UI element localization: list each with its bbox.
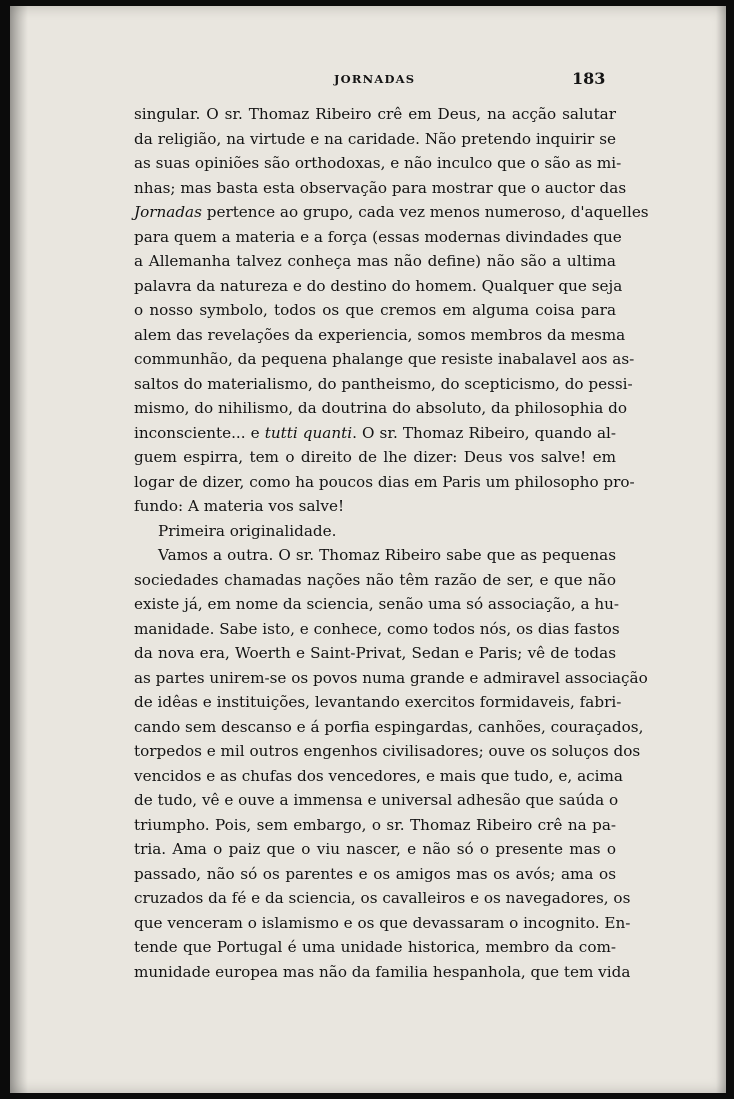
- text-line: [134, 421, 616, 446]
- text-line: palavra da natureza e do destino do homem. Qualquer que seja: [134, 276, 623, 295]
- text-line: Vamos a outra. O sr. Thomaz Ribeiro sabe que as pequenas: [158, 546, 616, 564]
- text-fragment: pertence ao grupo, cada vez menos numeroso, d'aquelles: [201, 203, 649, 221]
- text-line: alem das revelações da experiencia, somos membros da mesma: [134, 325, 626, 344]
- text-line: existe já, em nome da sciencia, senão uma só associação, a hu-: [134, 595, 620, 613]
- text-line: cando sem descanso e á porfia espingardas, canhões, couraçados,: [134, 717, 644, 736]
- text-line: torpedos e mil outros engenhos civilisadores; ouve os soluços dos: [134, 742, 641, 760]
- text-line: triumpho. Pois, sem embargo, o sr. Thomaz Ribeiro crê na pa-: [134, 815, 616, 834]
- text-line: as partes unirem-se os povos numa grande e admiravel associação: [134, 668, 648, 687]
- italic-phrase: tutti quanti: [264, 423, 353, 442]
- body-text: [134, 102, 649, 984]
- text-line: de tudo, vê e ouve a immensa e universal adhesão que saúda o: [134, 791, 619, 809]
- text-line: as suas opiniões são orthodoxas, e não inculco que o são as mi-: [134, 154, 622, 172]
- text-line: sociedades chamadas nações não têm razão de ser, e que não: [134, 570, 616, 589]
- text-line: communhão, da pequena phalange que resiste inabalavel aos as-: [134, 350, 635, 368]
- running-title: JORNADAS: [334, 72, 416, 86]
- text-line: cruzados da fé e da sciencia, os cavalleiros e os navegadores, os: [134, 889, 631, 907]
- text-line: de idêas e instituições, levantando exercitos formidaveis, fabri-: [134, 693, 622, 711]
- text-line: mismo, do nihilismo, da doutrina do absoluto, da philosophia do: [134, 399, 628, 417]
- text-line: guem espirra, tem o direito de lhe dizer: Deus vos salve! em: [134, 448, 616, 466]
- text-fragment: . O sr. Thomaz Ribeiro, quando al-: [352, 423, 616, 442]
- text-line: que venceram o islamismo e os que devassaram o incognito. En-: [134, 913, 631, 932]
- text-line: Primeira originalidade.: [158, 521, 337, 540]
- text-line: tende que Portugal é uma unidade historica, membro da com-: [134, 938, 616, 956]
- text-line: saltos do materialismo, do pantheismo, do scepticismo, do pessi-: [134, 374, 633, 393]
- text-line: singular. O sr. Thomaz Ribeiro crê em Deus, na acção salutar: [134, 105, 616, 123]
- text-line: da religião, na virtude e na caridade. Não pretendo inquirir se: [134, 129, 616, 148]
- text-line: fundo: A materia vos salve!: [134, 497, 345, 515]
- text-line: munidade europea mas não da familia hespanhola, que tem vida: [134, 962, 631, 981]
- text-line: manidade. Sabe isto, e conhece, como todos nós, os dias fastos: [134, 619, 620, 638]
- book-page: [10, 6, 726, 1093]
- italic-title: Jornadas: [134, 203, 202, 221]
- page-number: 183: [572, 69, 606, 88]
- text-line: a Allemanha talvez conheça mas não define) não são a ultima: [134, 252, 616, 270]
- text-line: o nosso symbolo, todos os que cremos em alguma coisa para: [134, 301, 616, 319]
- text-line: da nova era, Woerth e Saint-Privat, Sedan e Paris; vê de todas: [134, 644, 616, 662]
- text-fragment: inconsciente... e: [134, 423, 265, 442]
- text-line: nhas; mas basta esta observação para mostrar que o auctor das: [134, 178, 627, 197]
- text-line: passado, não só os parentes e os amigos mas os avós; ama os: [134, 864, 616, 883]
- text-line: logar de dizer, como ha poucos dias em Paris um philosopho pro-: [134, 472, 635, 491]
- text-line: vencidos e as chufas dos vencedores, e mais que tudo, e, acima: [134, 766, 623, 785]
- scan-shadow-right: [716, 6, 726, 1093]
- text-line: para quem a materia e a força (essas modernas divindades que: [134, 227, 622, 246]
- text-line: [134, 200, 649, 225]
- text-line: tria. Ama o paiz que o viu nascer, e não só o presente mas o: [134, 840, 616, 858]
- scan-shadow-left: [10, 6, 28, 1093]
